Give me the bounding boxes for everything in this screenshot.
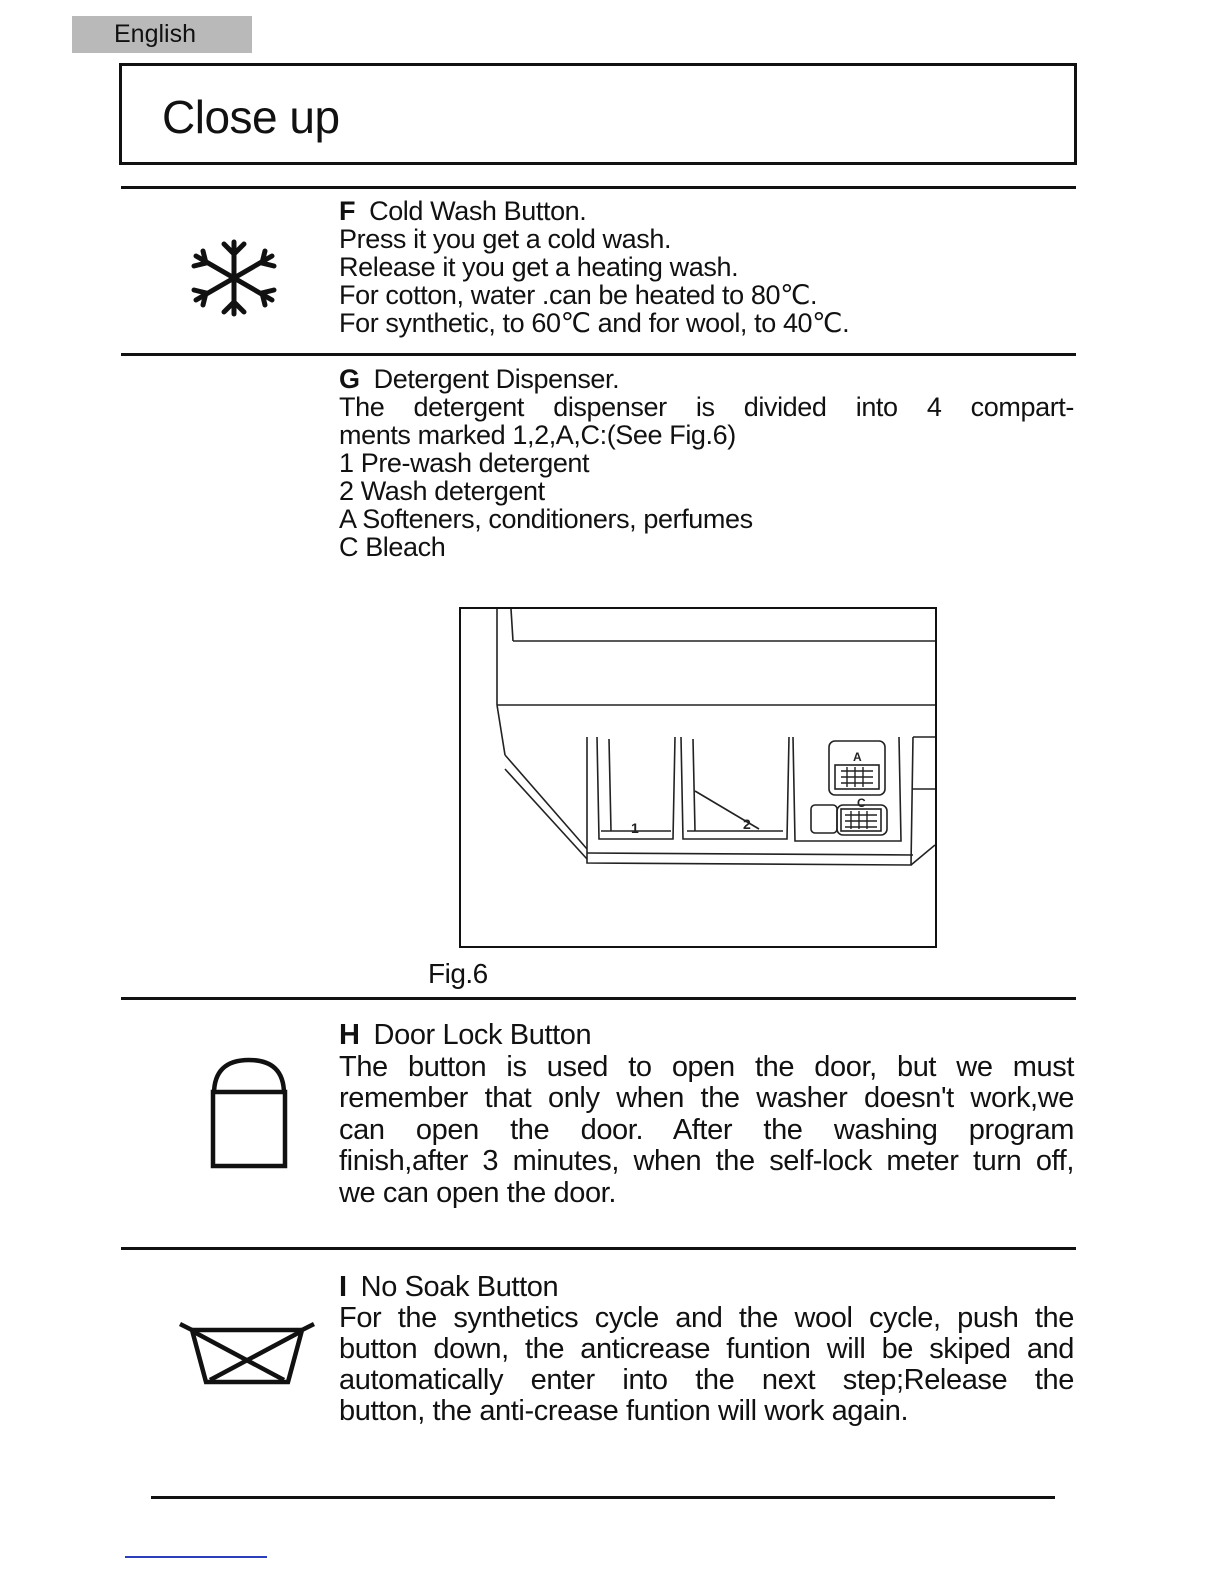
heading-text: Door Lock Button bbox=[373, 1019, 592, 1051]
text-line: A Softeners, conditioners, perfumes bbox=[339, 504, 753, 534]
text-line: For synthetic, to 60℃ and for wool, to 40℃. bbox=[339, 308, 850, 338]
compartment-label: 1 bbox=[631, 820, 639, 836]
snowflake-icon bbox=[186, 234, 282, 322]
section-g-heading bbox=[339, 365, 1074, 393]
divider bbox=[121, 997, 1076, 1000]
text-line: button, the anti-crease funtion will work again. bbox=[339, 1395, 909, 1427]
compartment-label: A bbox=[853, 750, 862, 764]
text-line: button down, the anticrease funtion will be skiped and bbox=[339, 1333, 1074, 1365]
compartment-label: 2 bbox=[743, 816, 751, 832]
text-line: C Bleach bbox=[339, 532, 446, 562]
no-wash-tub-icon bbox=[176, 1318, 318, 1388]
text-line: The detergent dispenser is divided into 4 compart- bbox=[339, 392, 1074, 422]
text-line: automatically enter into the next step;Release the bbox=[339, 1364, 1074, 1396]
footer-link-underline bbox=[125, 1556, 267, 1558]
section-letter: F bbox=[339, 196, 356, 226]
section-f-heading bbox=[339, 197, 1074, 225]
section-g-text bbox=[339, 365, 1074, 561]
section-letter: G bbox=[339, 364, 360, 394]
detergent-dispenser-figure bbox=[459, 607, 937, 948]
text-line: The button is used to open the door, but we must bbox=[339, 1050, 1074, 1083]
page-title: Close up bbox=[162, 91, 340, 143]
text-line: can open the door. After the washing program bbox=[339, 1113, 1074, 1146]
text-line: Press it you get a cold wash. bbox=[339, 224, 672, 254]
divider bbox=[121, 1247, 1076, 1250]
language-tab[interactable]: English bbox=[72, 16, 252, 53]
section-letter: I bbox=[339, 1271, 347, 1303]
text-line: we can open the door. bbox=[339, 1176, 616, 1209]
text-line: finish,after 3 minutes, when the self-lock meter turn off, bbox=[339, 1145, 1074, 1177]
section-f-text bbox=[339, 197, 1074, 337]
section-letter: H bbox=[339, 1019, 360, 1051]
section-i-text bbox=[339, 1272, 1074, 1427]
text-line: For the synthetics cycle and the wool cycle, push the bbox=[339, 1302, 1074, 1334]
padlock-icon bbox=[208, 1056, 290, 1170]
heading-text: Detergent Dispenser. bbox=[373, 364, 620, 394]
divider bbox=[121, 186, 1076, 189]
compartment-label: C bbox=[857, 796, 866, 810]
text-line: ments marked 1,2,A,C:(See Fig.6) bbox=[339, 420, 736, 450]
dispenser-drawing bbox=[461, 609, 935, 946]
divider bbox=[121, 353, 1076, 356]
footer-divider bbox=[151, 1496, 1055, 1499]
title-box bbox=[119, 63, 1077, 165]
text-line: remember that only when the washer doesn't work,we bbox=[339, 1082, 1074, 1114]
text-line: 2 Wash detergent bbox=[339, 476, 545, 506]
text-line: 1 Pre-wash detergent bbox=[339, 448, 590, 478]
text-line: For cotton, water .can be heated to 80℃. bbox=[339, 280, 818, 310]
heading-text: No Soak Button bbox=[360, 1271, 559, 1303]
section-i-heading bbox=[339, 1272, 1074, 1303]
section-h-heading bbox=[339, 1020, 1074, 1052]
heading-text: Cold Wash Button. bbox=[369, 196, 587, 226]
figure-caption: Fig.6 bbox=[428, 958, 488, 989]
section-h-text bbox=[339, 1020, 1074, 1209]
text-line: Release it you get a heating wash. bbox=[339, 252, 739, 282]
